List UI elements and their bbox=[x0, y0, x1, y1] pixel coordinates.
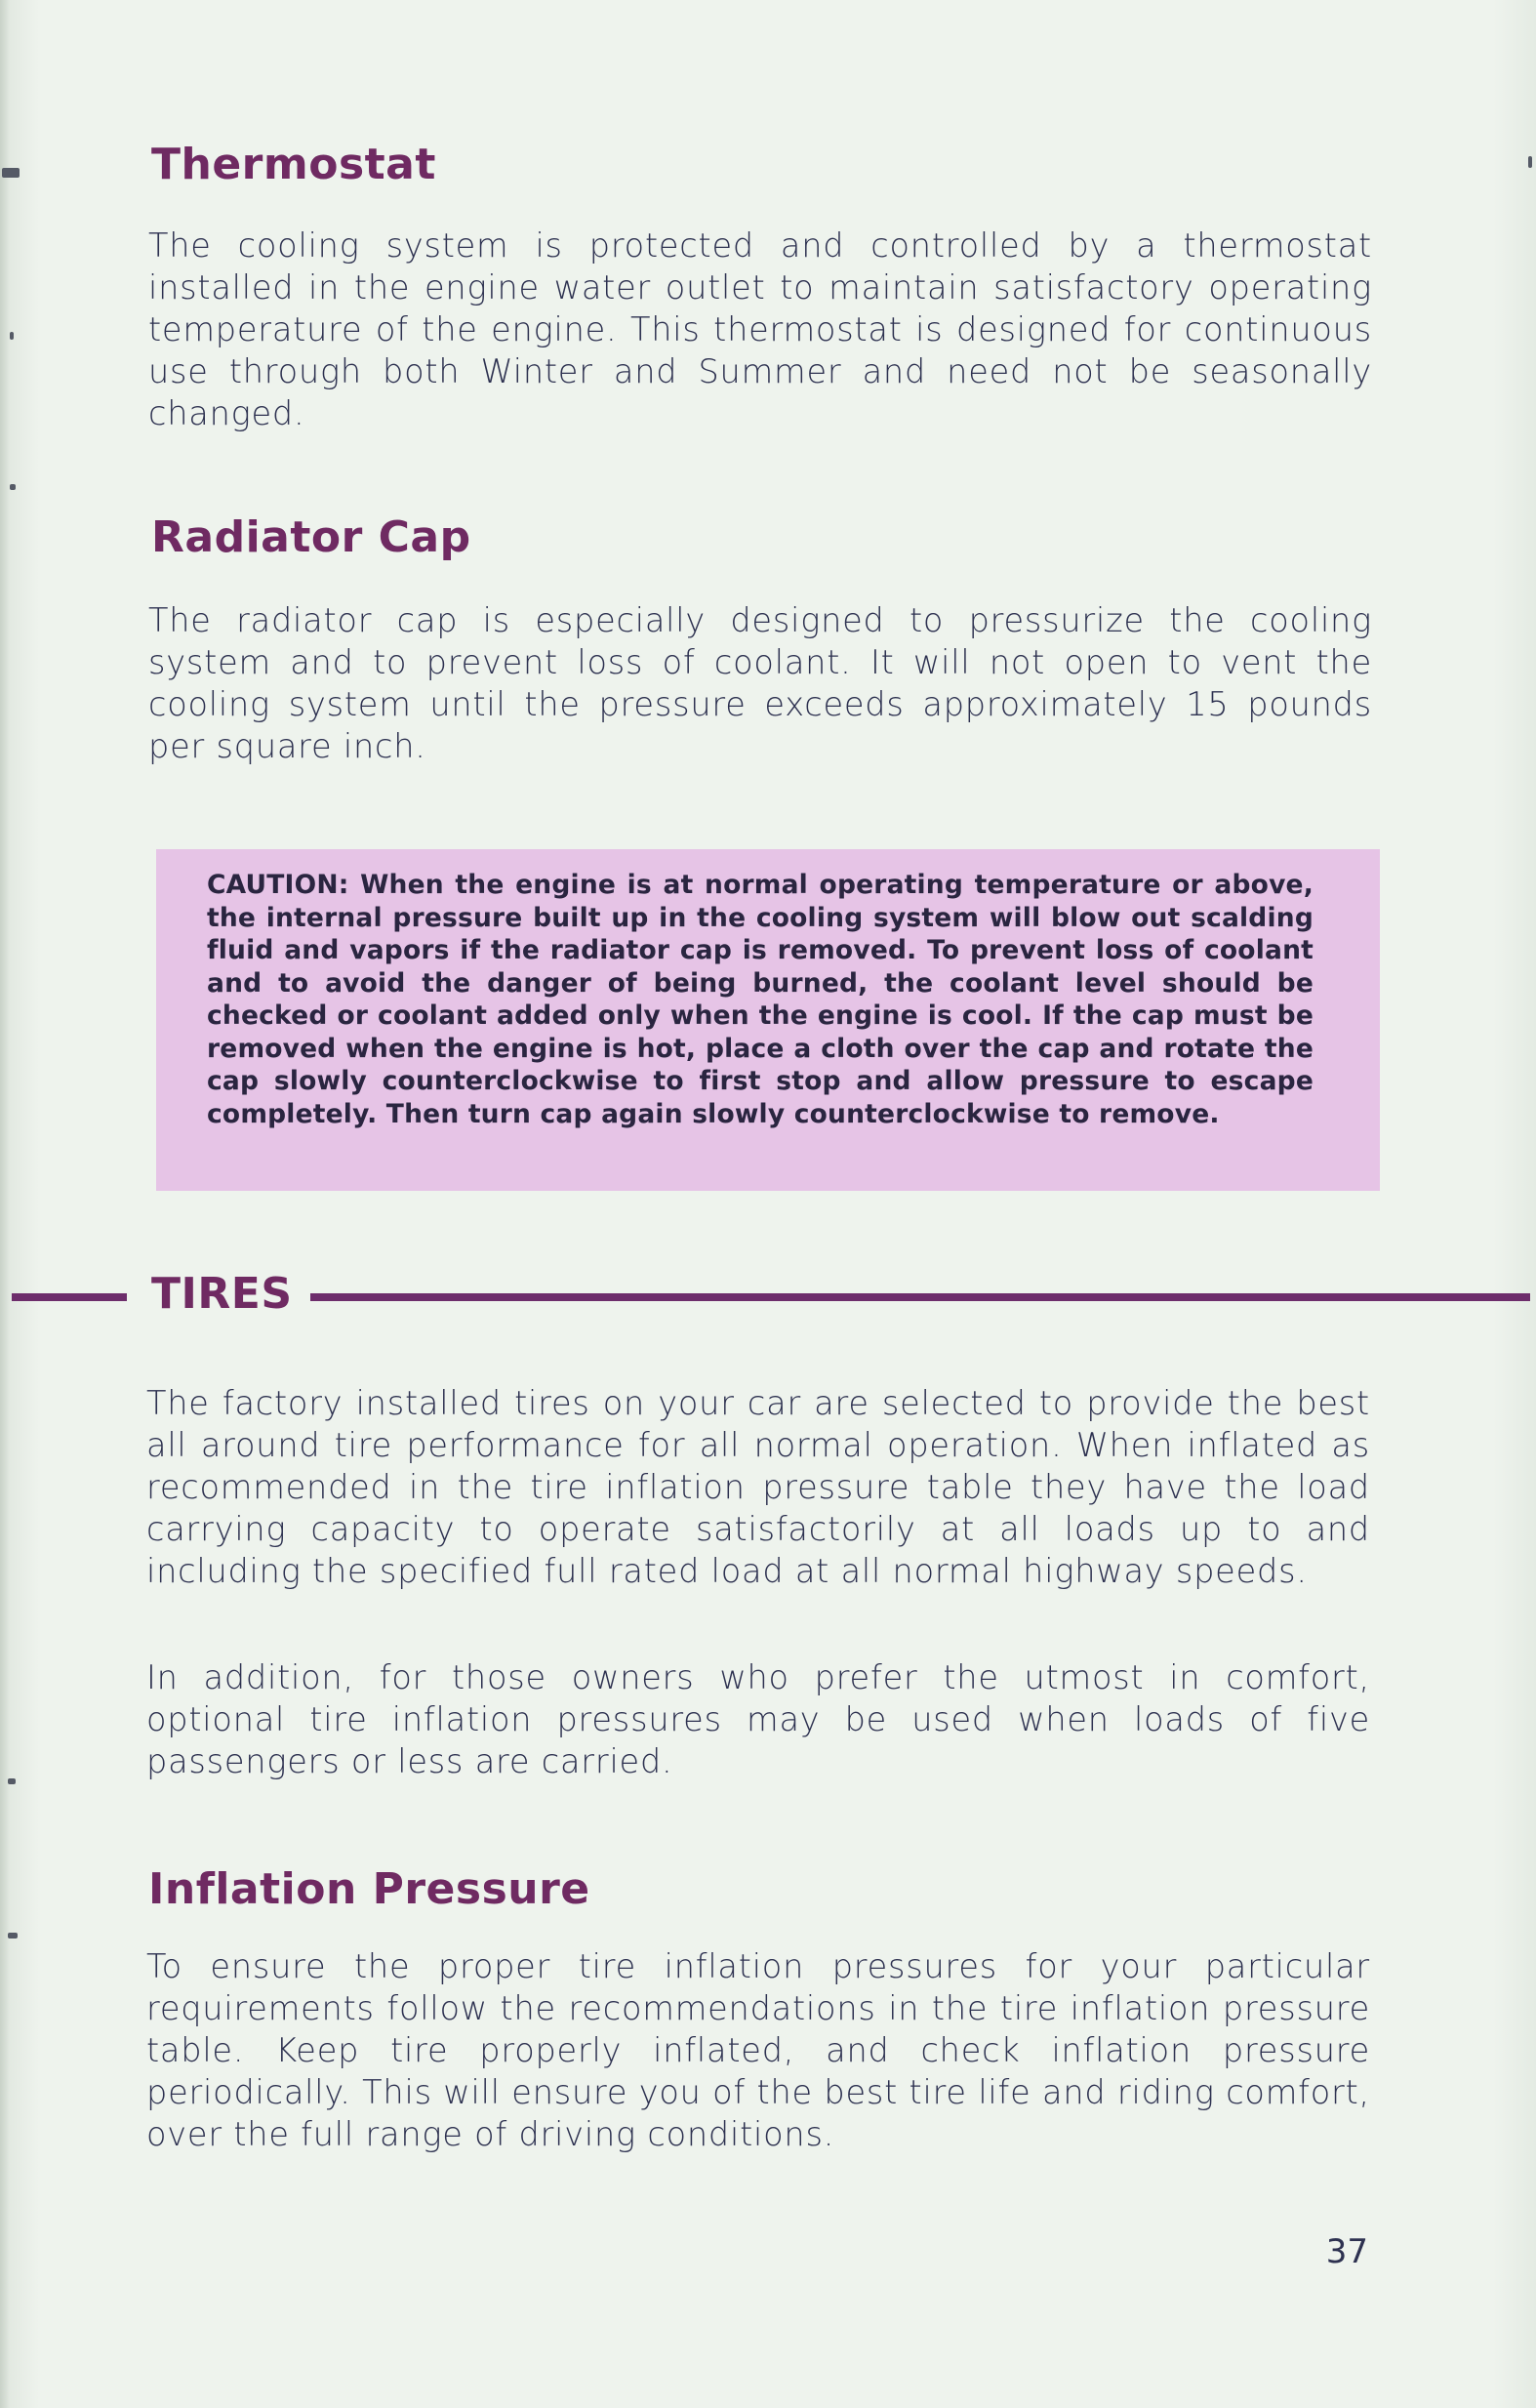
radiator-cap-paragraph: The radiator cap is especially designed to pressurize the cooling system and to prevent loss of coolant. It will not open to vent the cooling system until the pressure exceeds approximately 15 pounds per square inch. bbox=[148, 601, 1372, 765]
caution-text: CAUTION: When the engine is at normal operating temperature or above, the internal pressure built up in the cooling system will blow out scalding fluid and vapors if the radiator cap is removed. To prevent loss of coolant and to avoid the danger of being burned, the coolant level should be checked or coolant added only when the engine is cool. If the cap must be removed when the engine is hot, place a cloth over the cap and rotate the cap slowly counterclockwise to first stop and allow pressure to escape completely. Then turn cap again slowly counterclockwise to remove. bbox=[207, 870, 1314, 1129]
section-rule-left bbox=[12, 1293, 127, 1301]
page-edge-shadow bbox=[0, 0, 10, 2408]
section-heading-radiator-cap: Radiator Cap bbox=[151, 512, 471, 562]
tires-paragraph-1: The factory installed tires on your car are selected to provide the best all around tire performance for all normal operation. When inflated as recommended in the tire inflation pressure table they have the load carrying capacity to operate satisfactorily at all loads up to and including the specified full rated load at all normal highway speeds. bbox=[146, 1384, 1370, 1590]
page-number: 37 bbox=[1325, 2232, 1368, 2271]
section-rule-right bbox=[310, 1293, 1530, 1301]
margin-mark bbox=[10, 332, 14, 340]
tires-paragraph-2: In addition, for those owners who prefer the utmost in comfort, optional tire inflation pressures may be used when loads of five passengers or less are carried. bbox=[146, 1658, 1370, 1780]
thermostat-paragraph: The cooling system is protected and controlled by a thermostat installed in the engine water outlet to maintain satisfactory operating temperature of the engine. This thermostat is designed for continuous use through both Winter and Summer and need not be seasonally changed. bbox=[148, 226, 1372, 432]
margin-mark bbox=[1528, 156, 1532, 168]
margin-mark bbox=[10, 484, 16, 490]
margin-mark bbox=[2, 168, 20, 178]
section-heading-inflation-pressure: Inflation Pressure bbox=[148, 1864, 590, 1914]
section-heading-tires: TIRES bbox=[151, 1269, 293, 1319]
margin-mark bbox=[8, 1933, 18, 1939]
caution-box bbox=[156, 849, 1380, 1191]
inflation-pressure-paragraph: To ensure the proper tire inflation pressures for your particular requirements follow the recommendations in the tire inflation pressure table. Keep tire properly inflated, and check inflation pressure periodically. This will ensure you of the best tire life and riding comfort, over the full range of driving conditions. bbox=[146, 1947, 1370, 2153]
section-heading-thermostat: Thermostat bbox=[151, 140, 436, 189]
margin-mark bbox=[8, 1778, 16, 1784]
